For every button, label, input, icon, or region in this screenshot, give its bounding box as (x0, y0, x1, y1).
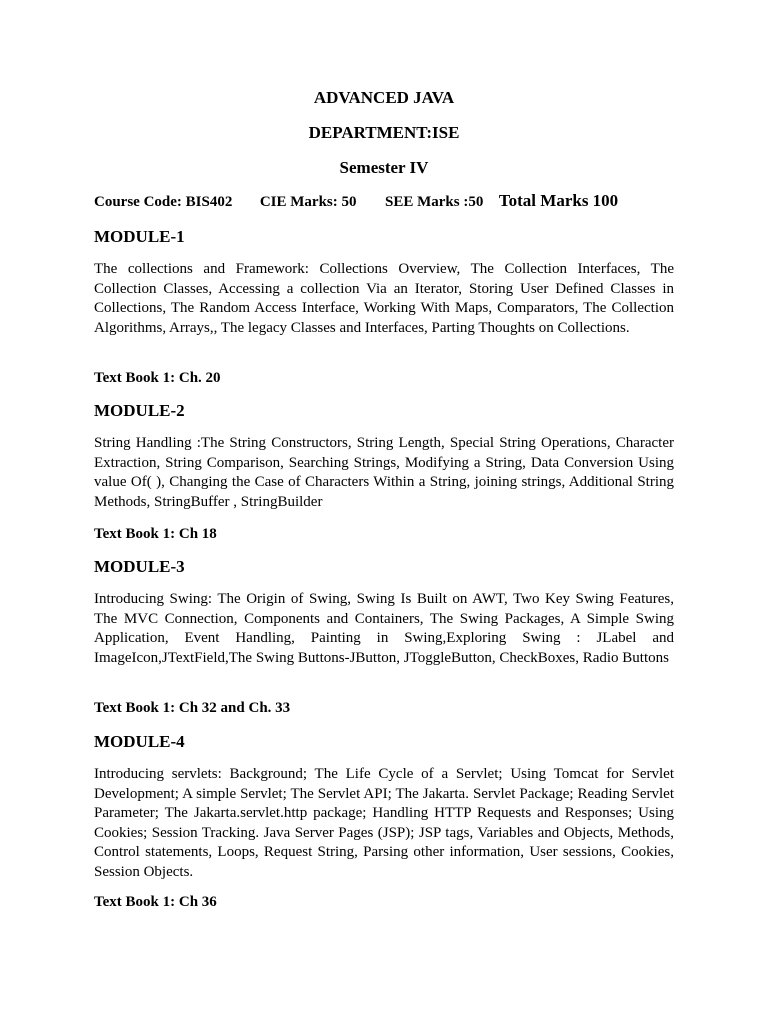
module-2-content: String Handling :The String Constructors, String Length, Special String Operations, Character Extraction, String Comparison, Searching Strings, Modifying a String, Data Conversion Using value Of( ), Changing the Case of Characters Within a String, joining strings, Additional String Methods, StringBuffer , StringBuilder (94, 435, 674, 510)
department-heading: DEPARTMENT:ISE (308, 123, 460, 142)
see-marks: SEE Marks :50 (385, 194, 484, 210)
course-title: ADVANCED JAVA (313, 88, 455, 107)
module-4-heading: MODULE-4 (94, 732, 185, 751)
module-3-textbook: Text Book 1: Ch 32 and Ch. 33 (94, 700, 291, 716)
course-info-row (94, 191, 694, 212)
module-4-content: Introducing servlets: Background; The Life Cycle of a Servlet; Using Tomcat for Servlet Development; A simple Servlet; The Servlet API; The Jakarta. Servlet Package; Reading Servlet Parameter; The Jakarta.servlet.http package; Handling HTTP Requests and Responses; Using Cookies; Session Tracking. Java Server Pages (JSP); JSP tags, Variables and Objects, Methods, Control statements, Loops, Request String, Parsing other information, User sessions, Cookies, Session Objects. (94, 766, 674, 880)
module-1-heading: MODULE-1 (94, 227, 185, 246)
module-3-heading: MODULE-3 (94, 557, 185, 576)
module-2-textbook: Text Book 1: Ch 18 (94, 526, 217, 542)
cie-marks: CIE Marks: 50 (259, 194, 357, 210)
semester-heading: Semester IV (339, 158, 429, 177)
module-1-textbook: Text Book 1: Ch. 20 (94, 370, 221, 386)
module-4-textbook: Text Book 1: Ch 36 (94, 894, 217, 910)
module-2-heading: MODULE-2 (94, 401, 185, 420)
course-code: Course Code: BIS402 (94, 194, 233, 210)
module-1-content: The collections and Framework: Collections Overview, The Collection Interfaces, The Collection Classes, Accessing a collection Via an Iterator, Storing User Defined Classes in Collections, The Random Access Interface, Working With Maps, Comparators, The Collection Algorithms, Arrays,, The legacy Classes and Interfaces, Parting Thoughts on Collections. (94, 261, 674, 336)
module-3-content: Introducing Swing: The Origin of Swing, Swing Is Built on AWT, Two Key Swing Features, The MVC Connection, Components and Containers, The Swing Packages, A Simple Swing Application, Event Handling, Painting in Swing,Exploring Swing : JLabel and ImageIcon,JTextField,The Swing Buttons-JButton, JToggleButton, CheckBoxes, Radio Buttons (94, 591, 674, 666)
total-marks: Total Marks 100 (498, 191, 619, 210)
